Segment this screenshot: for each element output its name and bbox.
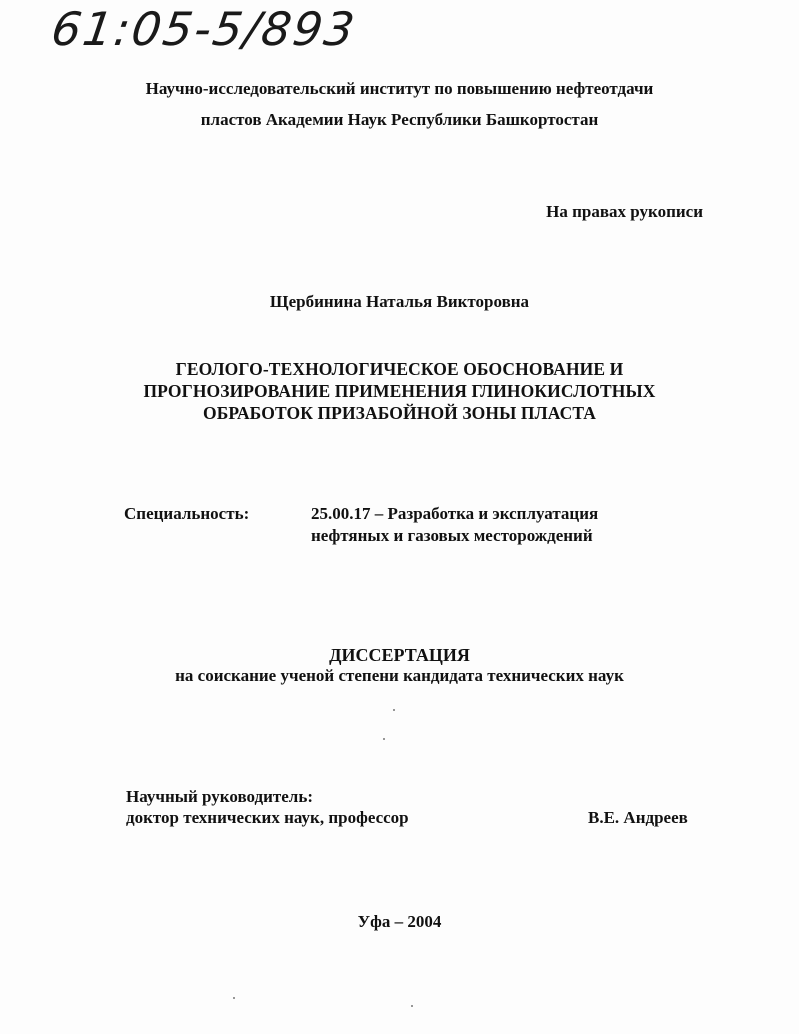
dissertation-subheading: на соискание ученой степени кандидата технических наук (175, 666, 624, 685)
advisor-degree: доктор технических наук, профессор (126, 808, 409, 827)
author-name: Щербинина Наталья Викторовна (269, 292, 530, 311)
scan-speck (233, 997, 235, 999)
title-line-1: ГЕОЛОГО-ТЕХНОЛОГИЧЕСКОЕ ОБОСНОВАНИЕ И (175, 359, 624, 379)
institute-line-1: Научно-исследовательский институт по повышению нефтеотдачи (145, 79, 654, 98)
institute-line-2: пластов Академии Наук Республики Башкортостан (200, 110, 599, 129)
specialty-value-line-1: 25.00.17 – Разработка и эксплуатация (311, 504, 599, 523)
specialty-label: Специальность: (124, 504, 250, 523)
dissertation-heading: ДИССЕРТАЦИЯ (329, 645, 470, 665)
scan-speck (411, 1005, 413, 1007)
manuscript-rights: На правах рукописи (546, 202, 703, 221)
title-line-3: ОБРАБОТОК ПРИЗАБОЙНОЙ ЗОНЫ ПЛАСТА (203, 403, 596, 423)
place-year: Уфа – 2004 (357, 912, 442, 931)
scan-speck (383, 738, 385, 740)
advisor-name: В.Е. Андреев (588, 808, 688, 827)
advisor-label: Научный руководитель: (126, 787, 313, 806)
archive-number: 61:05-5/893 (48, 2, 360, 56)
title-line-2: ПРОГНОЗИРОВАНИЕ ПРИМЕНЕНИЯ ГЛИНОКИСЛОТНЫХ (143, 381, 656, 401)
specialty-value-line-2: нефтяных и газовых месторождений (311, 526, 593, 545)
scan-speck (393, 709, 395, 711)
